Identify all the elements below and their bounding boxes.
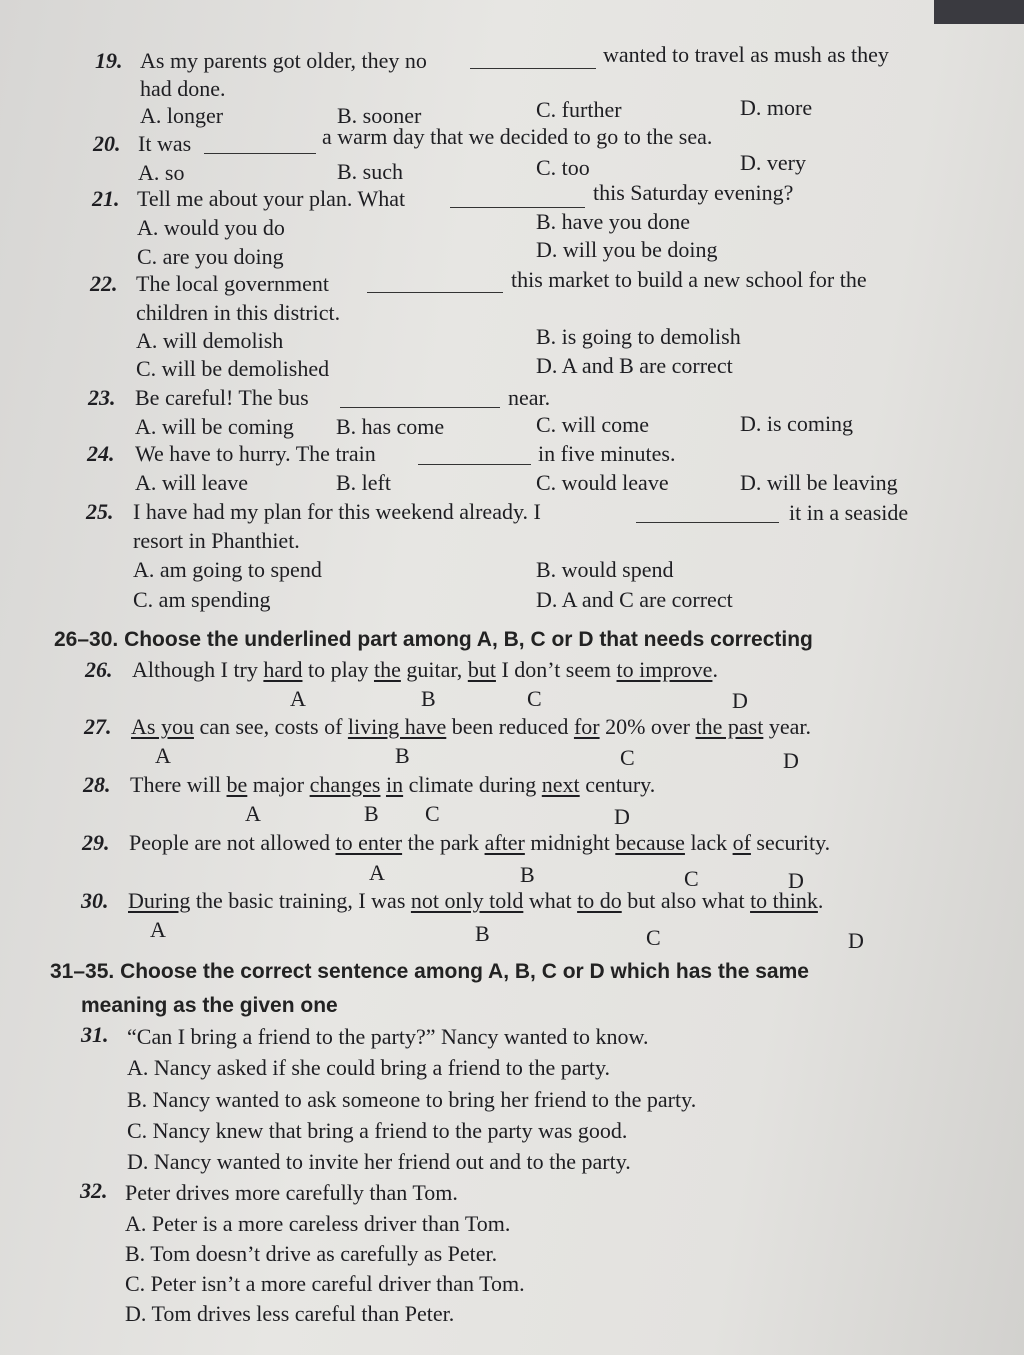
option-b: B. sooner	[337, 103, 422, 128]
letter-b: B	[395, 743, 410, 768]
letter-a: A	[150, 917, 166, 942]
sentence-text: to play	[302, 657, 374, 682]
letter-d: D	[783, 748, 799, 773]
question-number: 31.	[81, 1022, 109, 1047]
section-heading: 31–35. Choose the correct sentence among A, B, C or D which has the same	[50, 960, 809, 983]
question-stem: in five minutes.	[538, 441, 676, 466]
letter-a: A	[155, 743, 171, 768]
question-stem: Peter drives more carefully than Tom.	[125, 1180, 458, 1205]
sentence-text: Although I try	[132, 657, 264, 682]
question-number: 21.	[92, 186, 120, 211]
question-number: 24.	[87, 441, 115, 466]
question-stem: had done.	[140, 76, 226, 101]
sentence-text: climate during	[403, 772, 542, 797]
option-a: A. will leave	[135, 470, 249, 495]
option-c: C. will be demolished	[136, 356, 330, 381]
underlined-part-a: During	[128, 888, 191, 913]
option-b: B. left	[336, 470, 391, 495]
question-number: 27.	[84, 714, 112, 739]
question-number: 29.	[82, 830, 110, 855]
letter-d: D	[848, 928, 864, 953]
answer-blank	[636, 522, 779, 523]
option-c: C. Peter isn’t a more careful driver than Tom.	[125, 1271, 525, 1296]
question-stem: wanted to travel as mush as they	[603, 42, 889, 67]
question-stem: children in this district.	[136, 300, 341, 325]
letter-a: A	[369, 860, 385, 885]
sentence-text: I don’t seem	[495, 657, 617, 682]
answer-blank	[470, 68, 596, 69]
letter-c: C	[620, 745, 635, 770]
option-d: D. A and B are correct	[536, 353, 733, 378]
option-d: D. Tom drives less careful than Peter.	[125, 1301, 455, 1326]
question-number: 32.	[80, 1178, 108, 1203]
error-sentence	[130, 772, 655, 798]
underlined-part-a: be	[226, 772, 248, 797]
sentence-text: .	[712, 657, 718, 682]
option-c: C. will come	[536, 412, 650, 437]
option-c: C. am spending	[133, 587, 271, 612]
underlined-part-b: changes	[309, 772, 381, 797]
question-stem: resort in Phanthiet.	[133, 528, 300, 553]
underlined-part-b: the	[373, 657, 401, 682]
error-sentence	[131, 714, 811, 740]
letter-c: C	[684, 866, 699, 891]
sentence-text: There will	[130, 772, 227, 797]
option-d: D. more	[740, 95, 813, 120]
sentence-text: been reduced	[446, 714, 574, 739]
letter-b: B	[364, 801, 379, 826]
sentence-text: but also what	[621, 888, 751, 913]
error-sentence	[132, 657, 718, 683]
underlined-part-a: As you	[131, 714, 194, 739]
letter-a: A	[290, 686, 306, 711]
letter-a: A	[245, 801, 261, 826]
option-c: C. would leave	[536, 470, 669, 495]
question-stem: I have had my plan for this weekend already. I	[133, 499, 541, 524]
option-d: D. very	[740, 150, 806, 175]
question-stem: this Saturday evening?	[593, 180, 794, 205]
sentence-text: the basic training, I was	[190, 888, 411, 913]
option-c: C. further	[536, 97, 622, 122]
option-b: B. is going to demolish	[536, 324, 741, 349]
sentence-text: guitar,	[400, 657, 468, 682]
sentence-text: the park	[402, 830, 485, 855]
option-b: B. has come	[336, 414, 445, 439]
letter-b: B	[520, 862, 535, 887]
letter-d: D	[788, 868, 804, 893]
option-b: B. have you done	[536, 209, 690, 234]
sentence-text: security.	[750, 830, 831, 855]
sentence-text: People are not allowed	[129, 830, 336, 855]
option-a: A. will demolish	[136, 328, 284, 353]
sentence-text: major	[247, 772, 310, 797]
letter-b: B	[421, 686, 436, 711]
option-b: B. Nancy wanted to ask someone to bring her friend to the party.	[127, 1087, 697, 1112]
sentence-text: lack	[684, 830, 733, 855]
answer-blank	[204, 153, 316, 154]
question-stem: Tell me about your plan. What	[137, 186, 406, 211]
option-a: A. am going to spend	[133, 557, 322, 582]
option-d: D. Nancy wanted to invite her friend out and to the party.	[127, 1149, 631, 1174]
option-a: A. Nancy asked if she could bring a friend to the party.	[127, 1055, 611, 1080]
option-a: A. will be coming	[135, 414, 294, 439]
option-b: B. would spend	[536, 557, 674, 582]
question-stem: this market to build a new school for the	[511, 267, 867, 292]
underlined-part-c: to do	[577, 888, 622, 913]
underlined-part-d: the past	[695, 714, 764, 739]
question-stem: a warm day that we decided to go to the sea.	[322, 124, 713, 149]
option-c: C. are you doing	[137, 244, 284, 269]
question-number: 26.	[85, 657, 113, 682]
underlined-part-a: to enter	[335, 830, 403, 855]
sentence-text: 20% over	[599, 714, 696, 739]
option-b: B. such	[337, 159, 403, 184]
option-d: D. will you be doing	[536, 237, 718, 262]
error-sentence	[129, 830, 830, 856]
question-number: 23.	[88, 385, 116, 410]
section-heading-cont: meaning as the given one	[81, 994, 338, 1017]
underlined-part-c: in	[385, 772, 404, 797]
underlined-part-d: to think	[750, 888, 818, 913]
underlined-part-b: living have	[347, 714, 447, 739]
question-stem: near.	[508, 385, 551, 410]
question-stem: It was	[138, 131, 192, 156]
question-number: 22.	[90, 271, 118, 296]
answer-blank	[340, 407, 500, 408]
underlined-part-c: for	[573, 714, 600, 739]
section-heading: 26–30. Choose the underlined part among A, B, C or D that needs correcting	[54, 628, 813, 651]
option-b: B. Tom doesn’t drive as carefully as Peter.	[125, 1241, 498, 1266]
answer-blank	[418, 464, 531, 465]
letter-b: B	[475, 921, 490, 946]
option-a: A. longer	[140, 103, 224, 128]
question-stem: Be careful! The bus	[135, 385, 309, 410]
question-stem: it in a seaside	[789, 500, 909, 525]
option-a: A. Peter is a more careless driver than Tom.	[125, 1211, 511, 1236]
letter-c: C	[527, 686, 542, 711]
option-d: D. is coming	[740, 411, 854, 436]
underlined-part-b: after	[484, 830, 525, 855]
underlined-part-d: of	[732, 830, 751, 855]
question-number: 28.	[83, 772, 111, 797]
question-number: 19.	[95, 48, 123, 73]
underlined-part-a: hard	[263, 657, 303, 682]
letter-c: C	[425, 801, 440, 826]
question-stem: We have to hurry. The train	[135, 441, 376, 466]
option-d: D. A and C are correct	[536, 587, 733, 612]
sentence-text: century.	[579, 772, 656, 797]
sentence-text: what	[523, 888, 578, 913]
underlined-part-c: but	[467, 657, 496, 682]
option-c: C. too	[536, 155, 590, 180]
sentence-text: can see, costs of	[193, 714, 348, 739]
underlined-part-c: because	[615, 830, 685, 855]
sentence-text: .	[817, 888, 824, 913]
question-stem: “Can I bring a friend to the party?” Nancy wanted to know.	[127, 1024, 649, 1049]
letter-d: D	[614, 804, 630, 829]
underlined-part-d: to improve	[616, 657, 713, 682]
letter-c: C	[646, 925, 661, 950]
answer-blank	[367, 292, 503, 293]
answer-blank	[450, 207, 585, 208]
underlined-part-d: next	[541, 772, 580, 797]
sentence-text: year.	[763, 714, 811, 739]
underlined-part-b: not only told	[410, 888, 524, 913]
option-d: D. will be leaving	[740, 470, 898, 495]
question-number: 25.	[86, 499, 114, 524]
error-sentence	[128, 888, 823, 914]
option-a: A. so	[138, 160, 185, 185]
sentence-text: midnight	[524, 830, 616, 855]
book-binding-edge	[934, 0, 1024, 24]
question-number: 20.	[93, 131, 121, 156]
question-stem: As my parents got older, they no	[140, 48, 427, 73]
question-stem: The local government	[136, 271, 330, 296]
letter-d: D	[732, 688, 748, 713]
option-a: A. would you do	[137, 215, 285, 240]
question-number: 30.	[81, 888, 109, 913]
option-c: C. Nancy knew that bring a friend to the party was good.	[127, 1118, 628, 1143]
